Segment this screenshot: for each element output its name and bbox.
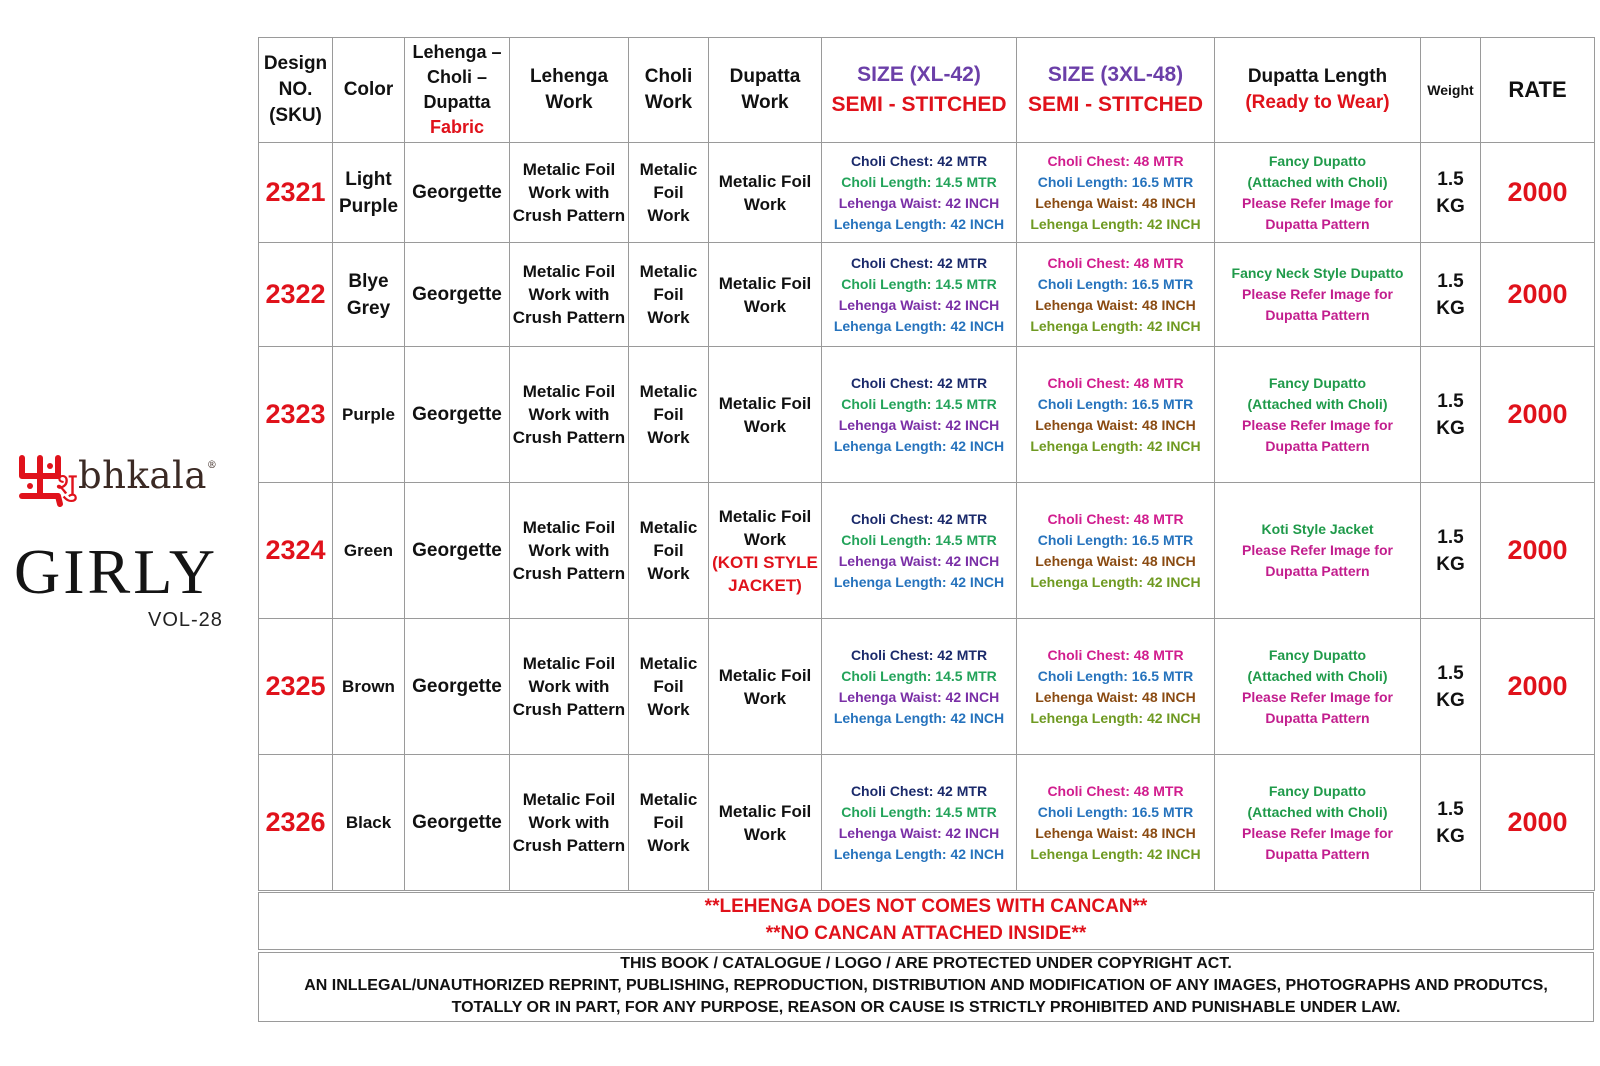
lehenga-work-cell: Metalic Foil Work with Crush Pattern — [510, 483, 629, 619]
color-cell: Green — [333, 483, 405, 619]
size-3xl-cell: Choli Chest: 48 MTR Choli Length: 16.5 MTR Lehenga Waist: 48 INCH Lehenga Length: 42 INCH — [1017, 483, 1215, 619]
dupatta-length-cell: Koti Style Jacket Please Refer Image for Dupatta Pattern — [1215, 483, 1421, 619]
table-row — [259, 243, 1595, 347]
collection-title: GIRLY — [14, 536, 219, 607]
size-3xl-cell: Choli Chest: 48 MTR Choli Length: 16.5 MTR Lehenga Waist: 48 INCH Lehenga Length: 42 INCH — [1017, 347, 1215, 483]
copyright-line-1: THIS BOOK / CATALOGUE / LOGO / ARE PROTECTED UNDER COPYRIGHT ACT. — [620, 955, 1232, 972]
lehenga-work-cell: Metalic Foil Work with Crush Pattern — [510, 619, 629, 755]
size-xl-cell: Choli Chest: 42 MTR Choli Length: 14.5 MTR Lehenga Waist: 42 INCH Lehenga Length: 42 INCH — [822, 755, 1017, 891]
fabric-cell: Georgette — [405, 347, 510, 483]
rate-cell: 2000 — [1481, 619, 1595, 755]
sku-cell: 2323 — [259, 347, 333, 483]
logo-hindi-glyph: शु — [56, 467, 77, 502]
swastika-logo-icon — [16, 452, 78, 508]
color-cell: Light Purple — [333, 143, 405, 243]
header-fabric: Lehenga – Choli – Dupatta Fabric — [405, 38, 510, 143]
size-xl-cell: Choli Chest: 42 MTR Choli Length: 14.5 MTR Lehenga Waist: 42 INCH Lehenga Length: 42 INCH — [822, 619, 1017, 755]
weight-cell: 1.5 KG — [1421, 243, 1481, 347]
dupatta-length-cell: Fancy Dupatto (Attached with Choli) Please Refer Image for Dupatta Pattern — [1215, 755, 1421, 891]
lehenga-work-cell: Metalic Foil Work with Crush Pattern — [510, 347, 629, 483]
choli-work-cell: Metalic Foil Work — [629, 619, 709, 755]
registered-mark: ® — [206, 460, 218, 471]
size-xl-cell: Choli Chest: 42 MTR Choli Length: 14.5 MTR Lehenga Waist: 42 INCH Lehenga Length: 42 INCH — [822, 243, 1017, 347]
fabric-cell: Georgette — [405, 243, 510, 347]
rate-cell: 2000 — [1481, 347, 1595, 483]
header-dupatta-work: Dupatta Work — [709, 38, 822, 143]
size-xl-cell: Choli Chest: 42 MTR Choli Length: 14.5 MTR Lehenga Waist: 42 INCH Lehenga Length: 42 INCH — [822, 143, 1017, 243]
size-3xl-cell: Choli Chest: 48 MTR Choli Length: 16.5 MTR Lehenga Waist: 48 INCH Lehenga Length: 42 INCH — [1017, 243, 1215, 347]
fabric-cell: Georgette — [405, 143, 510, 243]
dupatta-work-cell: Metalic Foil Work — [709, 619, 822, 755]
sku-cell: 2321 — [259, 143, 333, 243]
fabric-cell: Georgette — [405, 483, 510, 619]
header-dupatta-length: Dupatta Length (Ready to Wear) — [1215, 38, 1421, 143]
size-3xl-cell: Choli Chest: 48 MTR Choli Length: 16.5 MTR Lehenga Waist: 48 INCH Lehenga Length: 42 INCH — [1017, 619, 1215, 755]
choli-work-cell: Metalic Foil Work — [629, 243, 709, 347]
lehenga-work-cell: Metalic Foil Work with Crush Pattern — [510, 143, 629, 243]
table-row — [259, 347, 1595, 483]
header-design-no: Design NO. (SKU) — [259, 38, 333, 143]
weight-cell: 1.5 KG — [1421, 347, 1481, 483]
dupatta-work-cell: Metalic Foil Work — [709, 755, 822, 891]
choli-work-cell: Metalic Foil Work — [629, 143, 709, 243]
logo-wordmark-text: bhkala — [78, 454, 207, 497]
header-color: Color — [333, 38, 405, 143]
color-cell: Brown — [333, 619, 405, 755]
size-xl-cell: Choli Chest: 42 MTR Choli Length: 14.5 MTR Lehenga Waist: 42 INCH Lehenga Length: 42 INCH — [822, 347, 1017, 483]
catalogue-table — [258, 37, 1595, 891]
copyright-line-2: AN INLLEGAL/UNAUTHORIZED REPRINT, PUBLISHING, REPRODUCTION, DISTRIBUTION AND MODIFICATION OF ANY IMAGES, PHOTOGRAPHS AND PRODUTCS, — [304, 977, 1548, 994]
dupatta-length-cell: Fancy Dupatto (Attached with Choli) Please Refer Image for Dupatta Pattern — [1215, 619, 1421, 755]
rate-cell: 2000 — [1481, 755, 1595, 891]
collection-volume: VOL-28 — [148, 609, 223, 631]
color-cell: Black — [333, 755, 405, 891]
choli-work-cell: Metalic Foil Work — [629, 347, 709, 483]
fabric-cell: Georgette — [405, 619, 510, 755]
sku-cell: 2324 — [259, 483, 333, 619]
copyright-notice — [258, 952, 1594, 1022]
table-row — [259, 483, 1595, 619]
choli-work-cell: Metalic Foil Work — [629, 755, 709, 891]
dupatta-length-cell: Fancy Dupatto (Attached with Choli) Please Refer Image for Dupatta Pattern — [1215, 347, 1421, 483]
weight-cell: 1.5 KG — [1421, 755, 1481, 891]
dupatta-work-cell: Metalic Foil Work — [709, 243, 822, 347]
weight-cell: 1.5 KG — [1421, 143, 1481, 243]
size-xl-cell: Choli Chest: 42 MTR Choli Length: 14.5 MTR Lehenga Waist: 42 INCH Lehenga Length: 42 INCH — [822, 483, 1017, 619]
cancan-note — [258, 892, 1594, 950]
choli-work-cell: Metalic Foil Work — [629, 483, 709, 619]
dupatta-work-cell: Metalic Foil Work — [709, 143, 822, 243]
table-row — [259, 755, 1595, 891]
cancan-note-line-2: **NO CANCAN ATTACHED INSIDE** — [765, 923, 1087, 944]
header-lehenga-work: Lehenga Work — [510, 38, 629, 143]
table-row — [259, 143, 1595, 243]
dupatta-length-cell: Fancy Dupatto (Attached with Choli) Please Refer Image for Dupatta Pattern — [1215, 143, 1421, 243]
size-3xl-cell: Choli Chest: 48 MTR Choli Length: 16.5 MTR Lehenga Waist: 48 INCH Lehenga Length: 42 INCH — [1017, 755, 1215, 891]
logo-wordmark — [78, 454, 217, 497]
sku-cell: 2325 — [259, 619, 333, 755]
lehenga-work-cell: Metalic Foil Work with Crush Pattern — [510, 243, 629, 347]
header-choli-work: Choli Work — [629, 38, 709, 143]
header-size-xl: SIZE (XL-42) SEMI - STITCHED — [822, 38, 1017, 143]
header-size-3xl: SIZE (3XL-48) SEMI - STITCHED — [1017, 38, 1215, 143]
rate-cell: 2000 — [1481, 483, 1595, 619]
dupatta-work-cell: Metalic Foil Work — [709, 347, 822, 483]
copyright-line-3: TOTALLY OR IN PART, FOR ANY PURPOSE, REASON OR CAUSE IS STRICTLY PROHIBITED AND PUNISHABLE UNDER LAW. — [451, 999, 1401, 1016]
dupatta-length-cell: Fancy Neck Style Dupatto Please Refer Image for Dupatta Pattern — [1215, 243, 1421, 347]
brand-panel — [0, 0, 258, 1066]
brand-logo — [16, 452, 251, 512]
lehenga-work-cell: Metalic Foil Work with Crush Pattern — [510, 755, 629, 891]
size-3xl-cell: Choli Chest: 48 MTR Choli Length: 16.5 MTR Lehenga Waist: 48 INCH Lehenga Length: 42 INCH — [1017, 143, 1215, 243]
rate-cell: 2000 — [1481, 143, 1595, 243]
color-cell: Purple — [333, 347, 405, 483]
weight-cell: 1.5 KG — [1421, 483, 1481, 619]
header-rate: RATE — [1481, 38, 1595, 143]
dupatta-work-cell: Metalic Foil Work (KOTI STYLE JACKET) — [709, 483, 822, 619]
table-row — [259, 619, 1595, 755]
header-weight: Weight — [1421, 38, 1481, 143]
fabric-cell: Georgette — [405, 755, 510, 891]
color-cell: Blye Grey — [333, 243, 405, 347]
header-row — [259, 38, 1595, 143]
cancan-note-line-1: **LEHENGA DOES NOT COMES WITH CANCAN** — [704, 896, 1148, 917]
weight-cell: 1.5 KG — [1421, 619, 1481, 755]
rate-cell: 2000 — [1481, 243, 1595, 347]
sku-cell: 2322 — [259, 243, 333, 347]
sku-cell: 2326 — [259, 755, 333, 891]
